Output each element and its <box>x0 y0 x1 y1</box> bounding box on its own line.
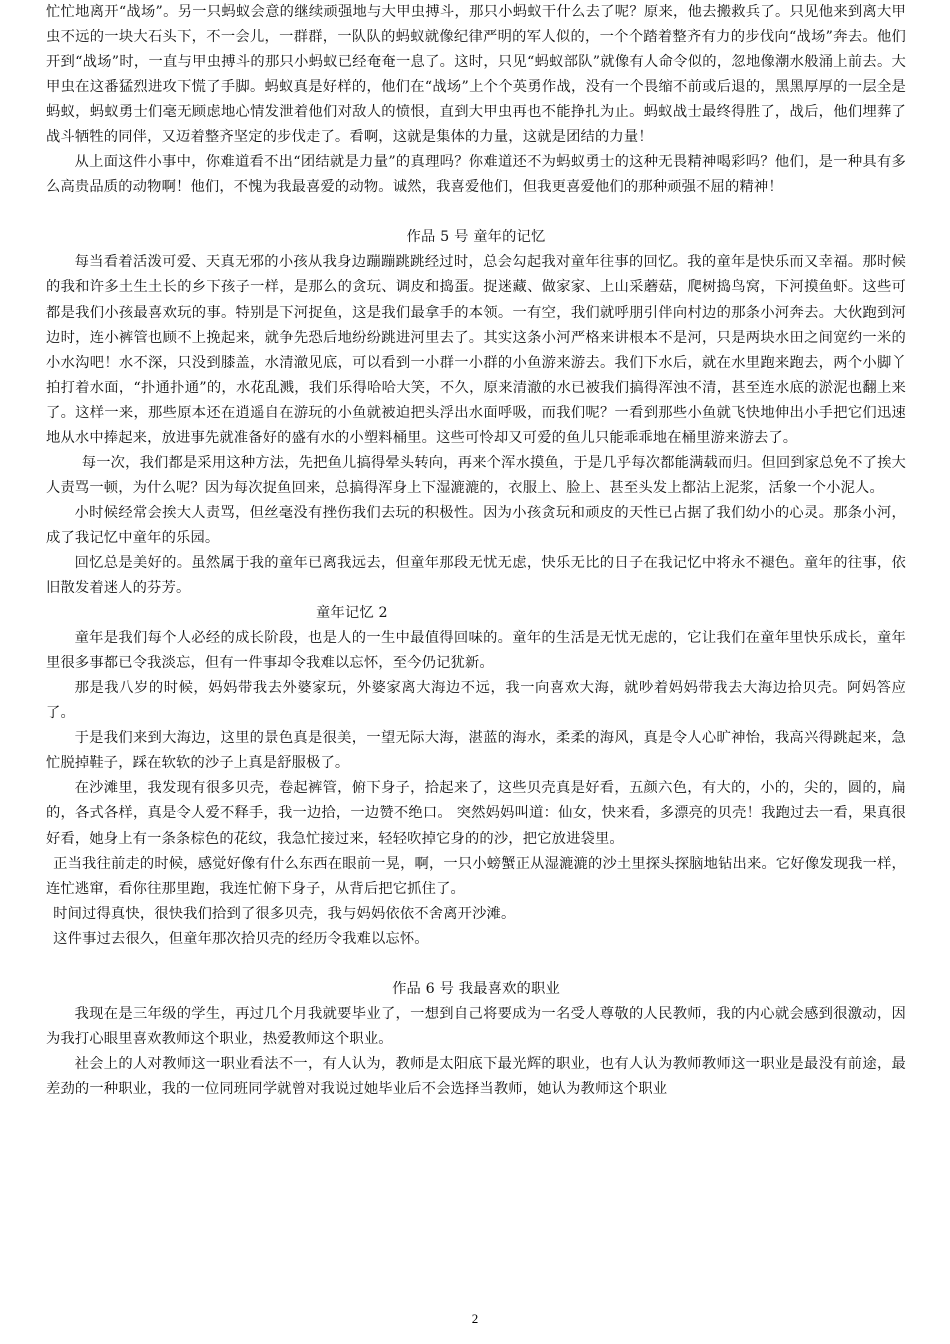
memory2-paragraph: 于是我们来到大海边，这里的景色真是很美，一望无际大海，湛蓝的海水，柔柔的海风，真是令人心旷神怡，我高兴得跳起来，急忙脱掉鞋子，踩在软软的沙子上真是舒服极了。 <box>46 730 906 772</box>
work5-paragraph: 小时候经常会挨大人责骂，但丝毫没有挫伤我们去玩的积极性。因为小孩贪玩和顽皮的天性已占据了我们幼小的心灵。那条小河，成了我记忆中童年的乐园。 <box>46 504 906 546</box>
memory2-paragraph: 在沙滩里，我发现有很多贝壳，卷起裤管，俯下身子，拾起来了，这些贝壳真是好看，五颜六色，有大的，小的，尖的，圆的，扁的，各式各样，真是令人爱不释手，我一边拾，一边赞不绝口。 突然妈妈叫道：仙女，快来看，多漂亮的贝壳！我跑过去一看，果真很好看，她身上有一条条棕色的花纹，我急忙接过来，轻轻吹掉它身的的沙，把它放进袋里。 <box>46 780 906 847</box>
section-spacer <box>46 200 906 225</box>
memory2-paragraph: 这件事过去很久，但童年那次拾贝壳的经历令我难以忘怀。 <box>53 930 429 947</box>
section-title-work5: 作品 5 号 童年的记忆 <box>406 229 546 246</box>
section-spacer <box>46 952 906 977</box>
work5-paragraph: 回忆总是美好的。虽然属于我的童年已离我远去，但童年那段无忧无虑，快乐无比的日子在我记忆中将永不褪色。童年的往事，依旧散发着迷人的芬芳。 <box>46 554 906 597</box>
section-title-memory2: 童年记忆 2 <box>316 605 388 622</box>
work5-paragraph: 每一次，我们都是采用这种方法，先把鱼儿搞得晕头转向，再来个浑水摸鱼，于是几乎每次都能满载而归。但回到家总免不了挨大人责骂一顿，为什么呢？因为每次捉鱼回来，总搞得浑身上下湿漉漉的，衣服上、脸上、甚至头发上都沾上泥浆，活象一个小泥人。 <box>46 454 906 496</box>
memory2-paragraph: 时间过得真快，很快我们拾到了很多贝壳，我与妈妈依依不舍离开沙滩。 <box>53 905 516 922</box>
work5-paragraph: 每当看着活泼可爱、天真无邪的小孩从我身边蹦蹦跳跳经过时，总会勾起我对童年往事的回忆。我的童年是快乐而又幸福。那时候的我和许多土生土长的乡下孩子一样，是那么的贪玩、调皮和捣蛋。捉迷藏、做家家、上山采蘑菇，爬树捣鸟窝，下河摸鱼虾。这些可都是我们小孩最喜欢玩的事。特别是下河捉鱼，这是我们最拿手的本领。一有空，我们就呼朋引伴向村边的那条小河奔去。大伙跑到河边时，连小裤管也顾不上挽起来，就争先恐后地纷纷跳进河里去了。其实这条小河严格来讲根本不是河，只是两块水田之间宽约一米的小水沟吧！水不深，只没到膝盖，水清澈见底，可以看到一小群一小群的小鱼游来游去。我们下水后，就在水里跑来跑去，两个小脚丫拍打着水面，“扑通扑通”的，水花乱溅，我们乐得哈哈大笑，不久，原来清澈的水已被我们搞得浑浊不清，甚至连水底的淤泥也翻上来了。这样一来，那些原本还在逍遥自在游玩的小鱼就被迫把头浮出水面呼吸，而我们呢？一看到那些小鱼就飞快地伸出小手把它们迅速地从水中捧起来，放进事先就准备好的盛有水的小塑料桶里。这些可怜却又可爱的鱼儿只能乖乖地在桶里游来游去了。 <box>46 254 906 446</box>
page-number: 2 <box>471 1311 479 1326</box>
section-title-work6: 作品 6 号 我最喜欢的职业 <box>392 980 560 997</box>
work6-paragraph: 我现在是三年级的学生，再过几个月我就要毕业了，一想到自己将要成为一名受人尊敬的人民教师，我的内心就会感到很激动，因为我打心眼里喜欢教师这个职业，热爱教师这个职业。 <box>46 1005 906 1047</box>
memory2-paragraph: 正当我往前走的时候，感觉好像有什么东西在眼前一晃，啊，一只小螃蟹正从湿漉漉的沙土里探头探脑地钻出来。它好像发现我一样，连忙逃窜，看你往那里跑，我连忙俯下身子，从背后把它抓住了。 <box>46 855 906 897</box>
conclusion-paragraph: 从上面这件小事中，你难道看不出“团结就是力量”的真理吗？你难道还不为蚂蚁勇士的这种无畏精神喝彩吗？他们，是一种具有多么高贵品质的动物啊！他们，不愧为我最喜爱的动物。诚然，我喜爱他们，但我更喜爱他们的那种顽强不屈的精神！ <box>46 154 906 196</box>
memory2-paragraph: 那是我八岁的时候，妈妈带我去外婆家玩，外婆家离大海边不远，我一向喜欢大海，就吵着妈妈带我去大海边拾贝壳。阿妈答应了。 <box>46 680 906 722</box>
continued-paragraph: 忙忙地离开“战场”。另一只蚂蚁会意的继续顽强地与大甲虫搏斗，那只小蚂蚁干什么去了呢？原来，他去搬救兵了。只见他来到离大甲虫不远的一块大石头下，不一会儿，一群群，一队队的蚂蚁就像纪律严明的军人似的，一个个踏着整齐有力的步伐向“战场”奔去。他们开到“战场”时，一直与甲虫搏斗的那只小蚂蚁已经奄奄一息了。这时，只见“蚂蚁部队”就像有人命令似的，忽地像潮水般涌上前去。大甲虫在这番猛烈进攻下慌了手脚。蚂蚁真是好样的，他们在“战场”上个个英勇作战，没有一个畏缩不前或后退的，黑黑厚厚的一层全是蚂蚁，蚂蚁勇士们毫无顾虑地心情发泄着他们对敌人的愤恨，直到大甲虫再也不能挣扎为止。蚂蚁战士最终得胜了，战后，他们埋葬了战斗牺牲的同伴，又迈着整齐坚定的步伐走了。看啊，这就是集体的力量，这就是团结的力量！ <box>46 4 906 146</box>
memory2-paragraph: 童年是我们每个人必经的成长阶段，也是人的一生中最值得回味的。童年的生活是无忧无虑的，它让我们在童年里快乐成长，童年里很多事都已令我淡忘，但有一件事却令我难以忘怀，至今仍记犹新。 <box>46 630 906 672</box>
work6-paragraph: 社会上的人对教师这一职业看法不一，有人认为，教师是太阳底下最光辉的职业，也有人认为教师教师这一职业是最没有前途，最差劲的一种职业，我的一位同班同学就曾对我说过她毕业后不会选择当教师，她认为教师这个职业 <box>46 1055 906 1097</box>
